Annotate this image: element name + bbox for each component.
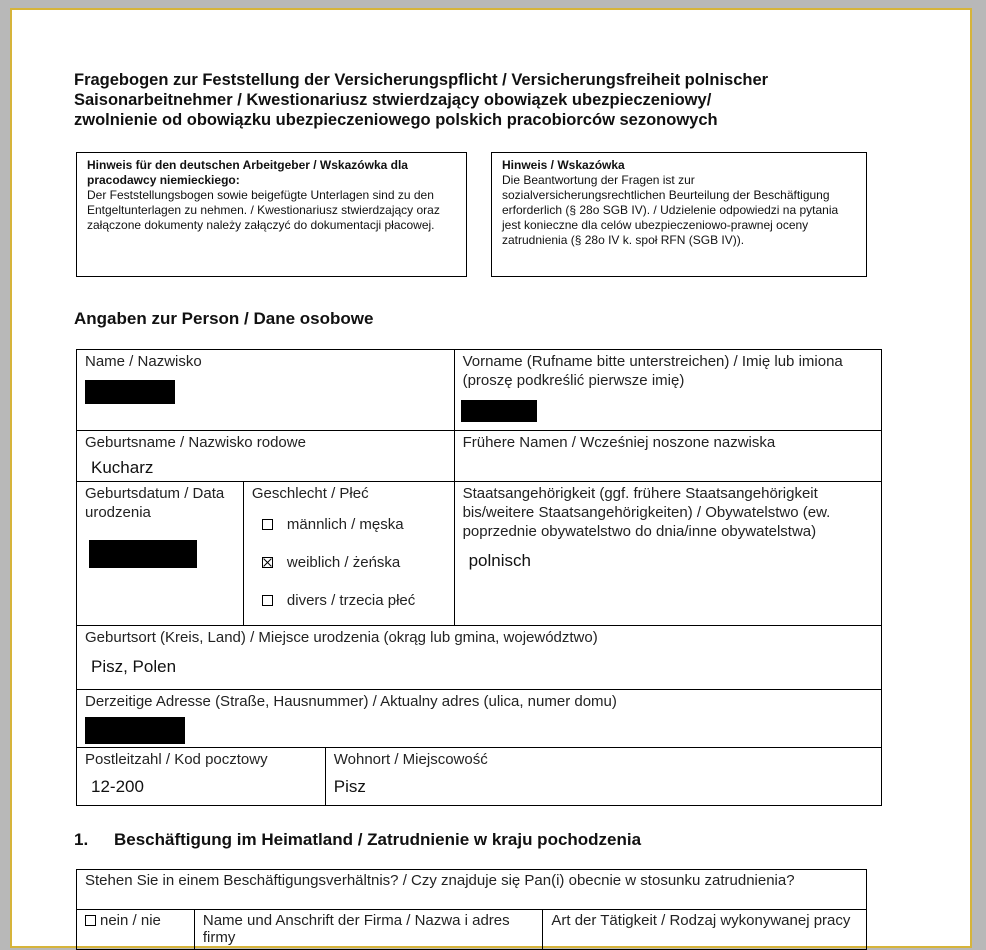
firm-cell[interactable]	[194, 910, 543, 950]
geburtsname-label: Geburtsname / Nazwisko rodowe	[85, 434, 306, 451]
gender-option-diverse[interactable]: divers / trzecia płeć	[262, 591, 454, 610]
person-table	[76, 349, 882, 806]
geburtsort-value: Pisz, Polen	[91, 657, 177, 676]
section1-number: 1.	[74, 830, 89, 849]
wohnort-value: Pisz	[333, 777, 366, 796]
geburtsdatum-cell[interactable]	[77, 482, 244, 626]
vorname-label: Vorname (Rufname bitte unterstreichen) / Imię lub imiona (proszę podkreślić pierwsze imię)	[462, 353, 843, 389]
adresse-label: Derzeitige Adresse (Straße, Hausnummer) / Aktualny adres (ulica, numer domu)	[85, 693, 617, 710]
hint-note-box	[491, 152, 867, 277]
hint-note-body: Die Beantwortung der Fragen ist zur sozialversicherungsrechtlichen Beurteilung der Beschäftigung erforderlich (§ 28o SGB IV). / Udzielenie odpowiedzi na pytania jest konieczne dla celów ubezpieczeniowo-prawnej oceny zatrudnienia (§ 28o IV k. społ RFN (SGB IV)).	[502, 173, 839, 247]
geburtsdatum-redacted	[89, 540, 197, 568]
form-title: Fragebogen zur Feststellung der Versicherungspflicht / Versicherungsfreiheit polnischer Saisonarbeitnehmer / Kwestionariusz stwierdzający obowiązek ubezpieczeniowy/ zwolnienie od obowiązku ubezpieczeniowego polskich pracobiorców sezonowych	[74, 71, 769, 129]
geburtsname-value: Kucharz	[91, 458, 154, 477]
gender-option-female[interactable]: weiblich / żeńska	[262, 553, 454, 572]
male-checkbox[interactable]	[262, 519, 273, 530]
employment-no-label: nein / nie	[100, 912, 161, 929]
section1-title: Beschäftigung im Heimatland / Zatrudnienie w kraju pochodzenia	[114, 830, 642, 849]
geburtsort-cell[interactable]	[77, 626, 882, 690]
gender-option-male[interactable]: männlich / męska	[262, 515, 454, 534]
activity-cell[interactable]	[543, 910, 867, 950]
plz-label: Postleitzahl / Kod pocztowy	[85, 751, 268, 768]
fruehere-namen-cell[interactable]	[454, 431, 881, 482]
employer-note-heading: Hinweis für den deutschen Arbeitgeber / Wskazówka dla pracodawcy niemieckiego:	[87, 158, 408, 187]
employment-no-checkbox[interactable]	[85, 915, 96, 926]
female-checkbox-checked[interactable]	[262, 557, 273, 568]
employer-note-body: Der Feststellungsbogen sowie beigefügte Unterlagen sind zu den Entgeltunterlagen zu nehmen. / Kwestionariusz stwierdzający oraz załączone dokumenty należy załączyć do dokumentacji płacowej.	[87, 188, 440, 232]
firm-label: Name und Anschrift der Firma / Nazwa i adres firmy	[202, 912, 510, 946]
name-cell[interactable]	[77, 350, 455, 431]
geschlecht-label: Geschlecht / Płeć	[251, 485, 369, 502]
employment-question-cell	[77, 870, 867, 910]
fruehere-namen-label: Frühere Namen / Wcześniej noszone nazwiska	[462, 434, 776, 451]
geburtsname-cell[interactable]	[77, 431, 455, 482]
geschlecht-cell	[243, 482, 454, 626]
vorname-redacted	[461, 400, 537, 422]
hint-note-heading: Hinweis / Wskazówka	[502, 158, 625, 172]
wohnort-label: Wohnort / Miejscowość	[333, 751, 488, 768]
name-label: Name / Nazwisko	[85, 353, 202, 370]
geburtsort-label: Geburtsort (Kreis, Land) / Miejsce urodzenia (okrąg lub gmina, województwo)	[85, 629, 598, 646]
plz-value: 12-200	[91, 777, 144, 796]
adresse-cell[interactable]	[77, 690, 882, 748]
employment-no-cell[interactable]	[77, 910, 195, 950]
staatsangehoerigkeit-value: polnisch	[468, 551, 531, 570]
vorname-cell[interactable]	[454, 350, 881, 431]
employer-note-box	[76, 152, 467, 277]
staatsangehoerigkeit-label: Staatsangehörigkeit (ggf. frühere Staatsangehörigkeit bis/weitere Staatsangehörigkeiten) / Obywatelstwo (ew. poprzednie obywatelstwo do dnia/inne obywatelstwa)	[462, 485, 831, 540]
activity-label: Art der Tätigkeit / Rodzaj wykonywanej pracy	[551, 912, 851, 929]
employment-table	[76, 869, 867, 950]
wohnort-cell[interactable]	[325, 748, 881, 806]
document-page	[10, 8, 972, 948]
employment-question: Stehen Sie in einem Beschäftigungsverhältnis? / Czy znajduje się Pan(i) obecnie w stosunku zatrudnienia?	[85, 872, 795, 889]
staatsangehoerigkeit-cell[interactable]	[454, 482, 881, 626]
plz-cell[interactable]	[77, 748, 326, 806]
section-person-heading: Angaben zur Person / Dane osobowe	[74, 309, 374, 328]
diverse-checkbox[interactable]	[262, 595, 273, 606]
name-redacted	[85, 380, 175, 404]
geburtsdatum-label: Geburtsdatum / Data urodzenia	[85, 485, 225, 521]
adresse-redacted	[85, 717, 185, 744]
